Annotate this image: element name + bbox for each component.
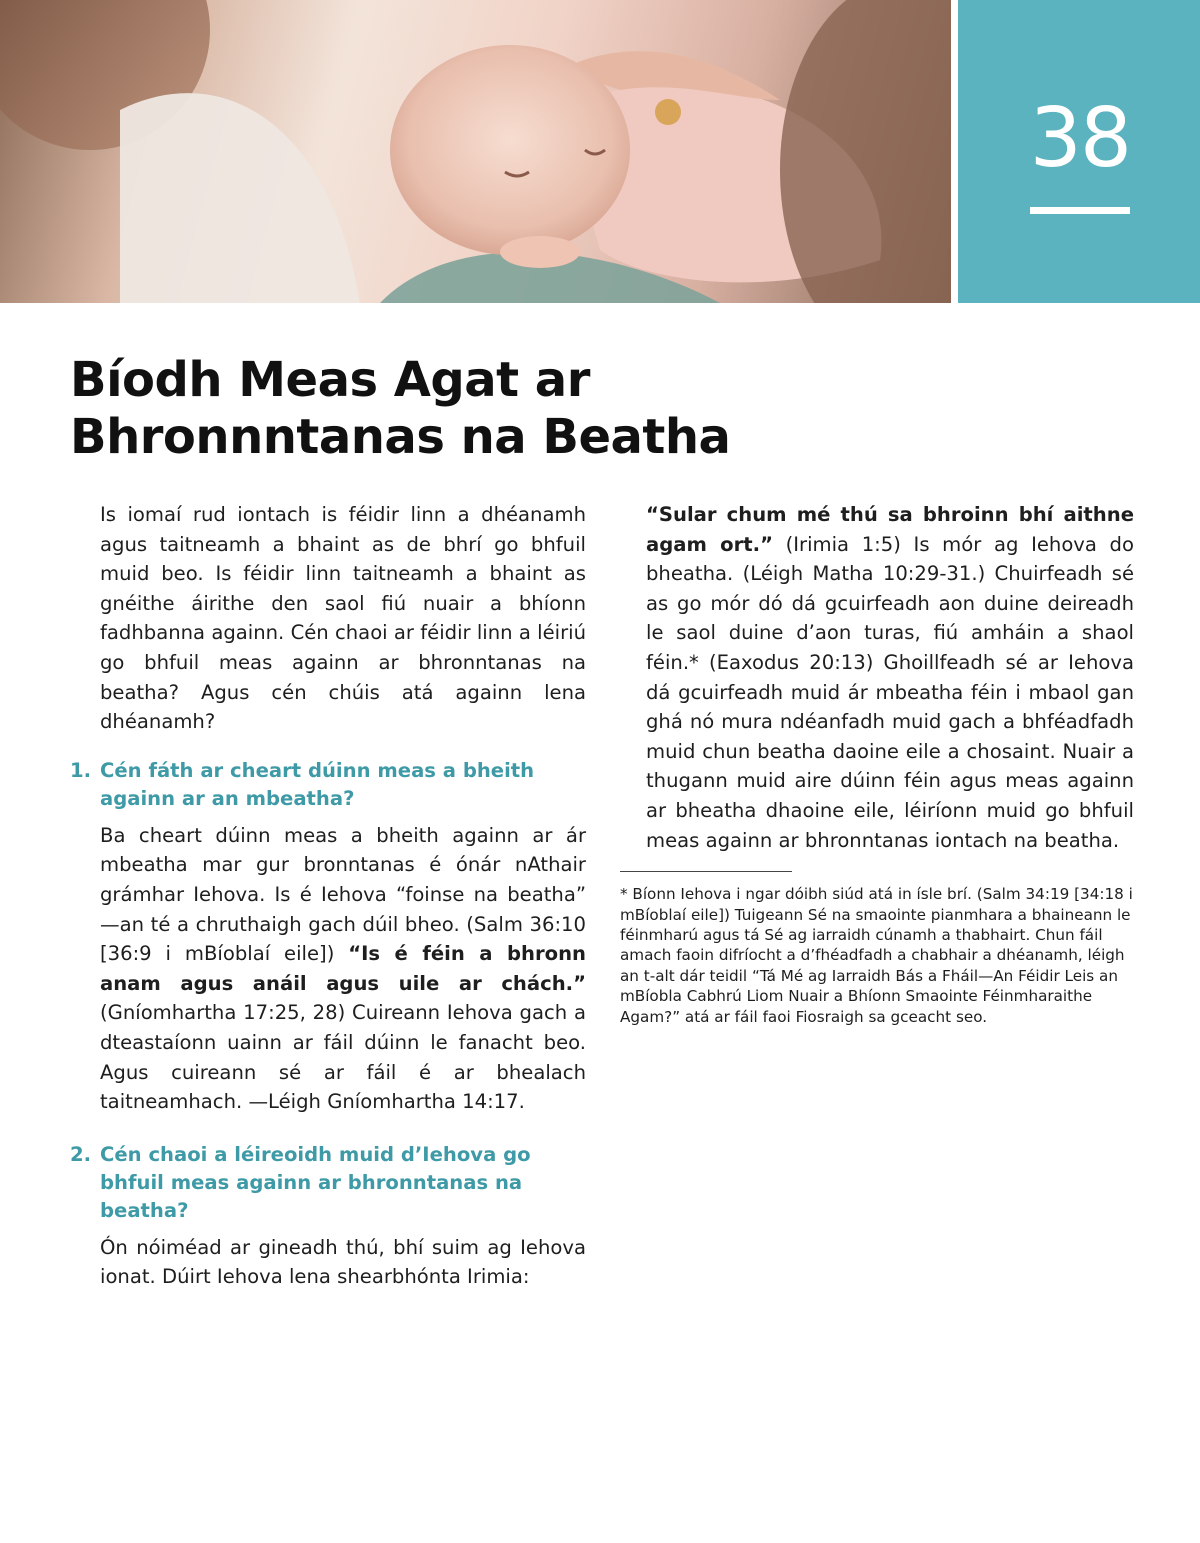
left-column <box>70 500 586 1292</box>
section-2-text-b: (Irimia 1:5) Is mór ag Iehova do bheatha. (Léigh Matha 10:29-31.) Chuirfeadh sé as go mór dó dá gcuirfeadh aon duine deireadh le saol duine d’aon turas, fiú amháin a shaol féin.* (Eaxodus 20:13) Ghoillfeadh sé ar Iehova dá gcuirfeadh muid ár mbeatha féin i mbaol gan ghá nó mura ndéanfadh muid gach a bhféadfadh muid chun beatha daoine eile a chosaint. Nuair a thugann muid aire dúinn féin agus meas againn ar bheatha dhaoine eile, léiríonn muid go bhfuil meas againn ar bhronntanas iontach na beatha. <box>646 532 1134 852</box>
question-1-number: 1. <box>70 758 92 782</box>
section-1-paragraph <box>70 821 586 1117</box>
section-1-text-a: Ba cheart dúinn meas a bheith againn ar ár mbeatha mar gur bronntanas é ónár nAthair grámhar Iehova. Is é Iehova “foinse na beatha” —an té a chruthaigh gach dúil bheo. (Salm 36:10 [36:9 i mBíoblaí eile]) <box>100 823 586 966</box>
section-2-paragraph-start: Ón nóiméad ar gineadh thú, bhí suim ag Iehova ionat. Dúirt Iehova lena shearbhónta Irimia: <box>100 1235 586 1289</box>
title-line-1: Bíodh Meas Agat ar <box>70 352 590 408</box>
question-1-text: Cén fáth ar cheart dúinn meas a bheith againn ar an mbeatha? <box>100 758 535 810</box>
section-1-text-b: (Gníomhartha 17:25, 28) Cuireann Iehova gach a dteastaíonn uainn ar fáil dúinn le fanacht beo. Agus cuireann sé ar fáil é ar bhealach taitneamhach. —Léigh Gníomhartha 14:17. <box>100 1001 586 1114</box>
intro-paragraph: Is iomaí rud iontach is féidir linn a dhéanamh agus taitneamh a bhaint as de bhrí go bhfuil muid beo. Is féidir linn taitneamh a bhaint as gnéithe áirithe den saol fiú nuair a bhíonn fadhbanna againn. Cén chaoi ar féidir linn a léiriú go bhfuil meas againn ar bhronntanas na beatha? Agus cén chúis atá againn lena dhéanamh? <box>100 503 586 734</box>
hero-photo-sleeping-baby <box>0 0 951 303</box>
lesson-number-block <box>958 0 1200 303</box>
section-1-quote: “Is é féin a bhronn anam agus anáil agus uile ar chách.” <box>100 942 586 995</box>
lesson-number-underline <box>1030 207 1130 214</box>
lesson-number: 38 <box>1029 91 1130 186</box>
question-2-text: Cén chaoi a léireoidh muid d’Iehova go bhfuil meas againn ar bhronntanas na beatha? <box>100 1142 531 1222</box>
question-2-number: 2. <box>70 1142 92 1166</box>
page-title <box>70 352 770 466</box>
right-column <box>620 500 1134 1027</box>
question-1 <box>70 757 586 813</box>
footnote-divider <box>620 871 792 872</box>
footnote: * Bíonn Iehova i ngar dóibh siúd atá in ísle brí. (Salm 34:19 [34:18 i mBíoblaí eile]) Tuigeann Sé na smaointe pianmhara a bhaineann le féinmharú agus tá Sé ag iarraidh cúnamh a thabhairt. Chun fáil amach faoin difríocht a d’fhéadfadh a chabhair a dhéanamh, léigh an t-alt dár teidil “Tá Mé ag Iarraidh Bás a Fháil—An Féidir Leis an mBíobla Cabhrú Liom Nuair a Bhíonn Smaointe Féinmharaithe Agam?” atá ar fáil faoi Fiosraigh sa gceacht seo. <box>620 885 1133 1026</box>
section-2-paragraph-continued <box>620 500 1134 855</box>
hero-illustration <box>0 0 951 303</box>
section-2-quote: “Sular chum mé thú sa bhroinn bhí aithne agam ort.” <box>646 503 1134 556</box>
title-line-2: Bhronnntanas na Beatha <box>70 409 731 465</box>
question-2 <box>70 1141 586 1225</box>
